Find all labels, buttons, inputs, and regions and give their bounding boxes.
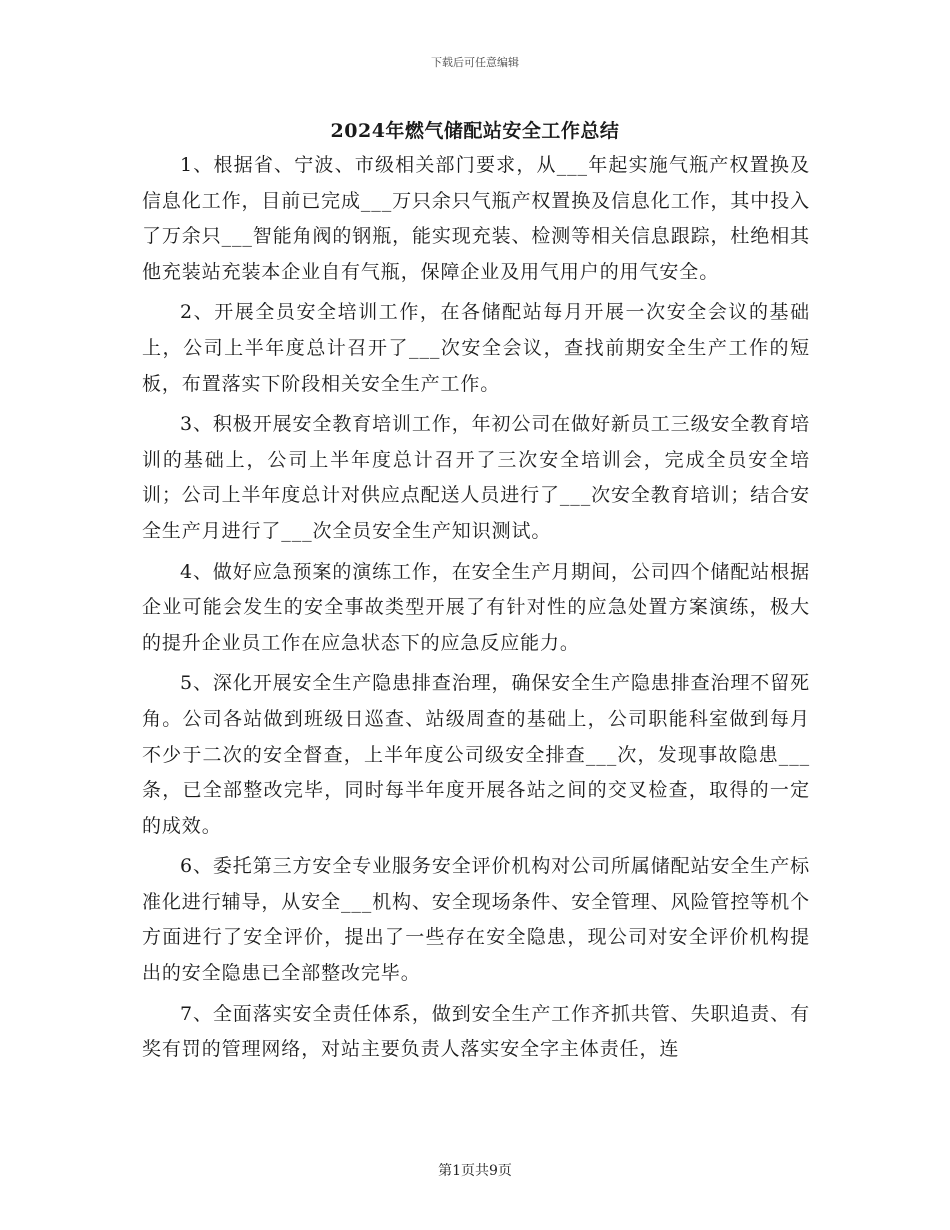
page-number-footer: 第1页共9页 [438,1163,512,1179]
paragraph-3: 3、积极开展安全教育培训工作，年初公司在做好新员工三级安全教育培训的基础上，公司上半年度总计召开了三次安全培训会，完成全员安全培训；公司上半年度总计对供应点配送人员进行了___次安全教育培训；结合安全生产月进行了___次全员安全生产知识测试。 [142,413,811,542]
header-note: 下载后可任意编辑 [431,56,519,69]
paragraph-1: 1、根据省、宁波、市级相关部门要求，从___年起实施气瓶产权置换及信息化工作，目前已完成___万只余只气瓶产权置换及信息化工作，其中投入了万余只___智能角阀的钢瓶，能实现充装、检测等相关信息跟踪，杜绝相其他充装站充装本企业自有气瓶，保障企业及用气用户的用气安全。 [142,154,811,283]
paragraph-4: 4、做好应急预案的演练工作，在安全生产月期间，公司四个储配站根据企业可能会发生的安全事故类型开展了有针对性的应急处置方案演练，极大的提升企业员工作在应急状态下的应急反应能力。 [142,560,810,654]
paragraph-2: 2、开展全员安全培训工作，在各储配站每月开展一次安全会议的基础上，公司上半年度总计召开了___次安全会议，查找前期安全生产工作的短板，布置落实下阶段相关安全生产工作。 [142,301,810,395]
paragraph-5: 5、深化开展安全生产隐患排查治理，确保安全生产隐患排查治理不留死角。公司各站做到班级日巡查、站级周查的基础上，公司职能科室做到每月不少于二次的安全督查，上半年度公司级安全排查___次，发现事故隐患___条，已全部整改完毕，同时每半年度开展各站之间的交叉检查，取得的一定的成效。 [142,672,810,837]
paragraph-6: 6、委托第三方安全专业服务安全评价机构对公司所属储配站安全生产标准化进行辅导，从安全___机构、安全现场条件、安全管理、风险管控等机个方面进行了安全评价，提出了一些存在安全隐患，现公司对安全评价机构提出的安全隐患已全部整改完毕。 [142,855,811,985]
document-title: 2024年燃气储配站安全工作总结 [330,120,620,142]
paragraph-7: 7、全面落实安全责任体系，做到安全生产工作齐抓共管、失职追责、有奖有罚的管理网络，对站主要负责人落实安全字主体责任，连 [142,1002,810,1061]
document-body [142,148,810,1073]
